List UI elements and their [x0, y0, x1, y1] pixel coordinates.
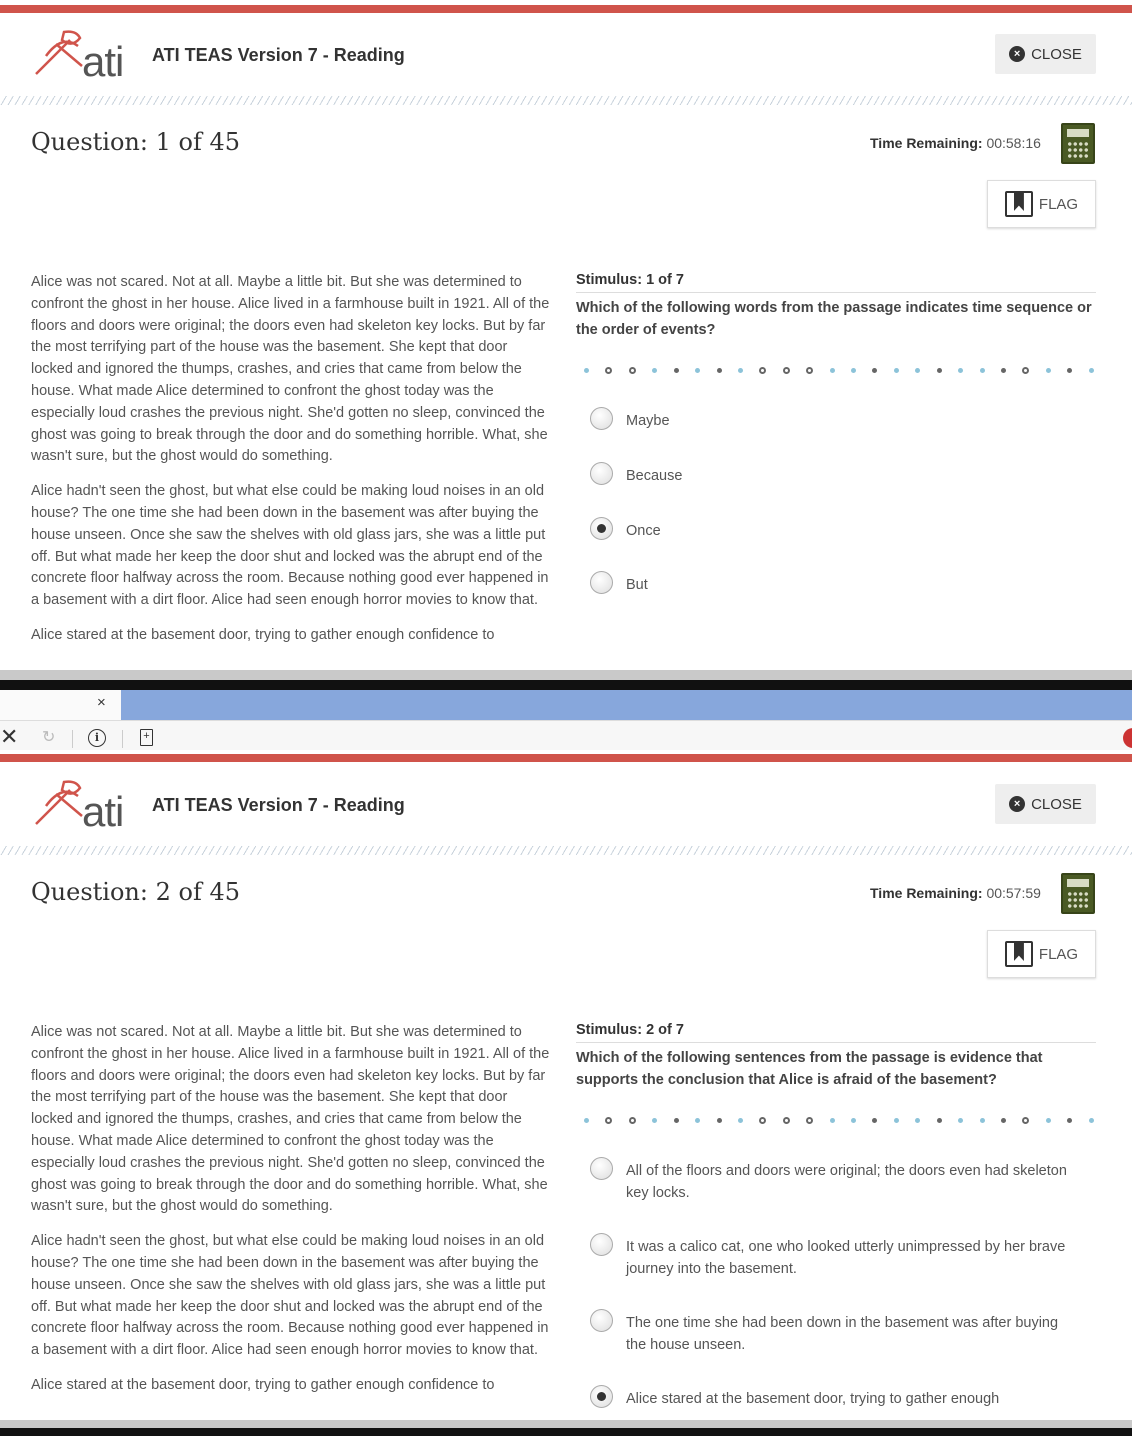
progress-dot[interactable] [605, 1117, 612, 1124]
app-title: ATI TEAS Version 7 - Reading [152, 45, 405, 65]
radio-button[interactable] [590, 1157, 613, 1180]
progress-dot[interactable] [759, 1117, 766, 1124]
progress-dot[interactable] [783, 1117, 790, 1124]
progress-dot[interactable] [937, 1118, 942, 1123]
progress-dot[interactable] [1022, 1117, 1029, 1124]
answer-option[interactable] [590, 1312, 1070, 1356]
progress-dot[interactable] [894, 368, 899, 373]
progress-dot[interactable] [1067, 368, 1072, 373]
notification-icon[interactable] [1123, 728, 1132, 748]
close-button[interactable] [995, 34, 1096, 74]
progress-dot[interactable] [584, 368, 589, 373]
page-add-icon[interactable]: + [140, 729, 153, 746]
answer-option[interactable] [590, 574, 1070, 596]
calculator-icon[interactable] [1061, 123, 1095, 164]
brand-bar [0, 754, 1132, 762]
time-remaining [870, 885, 1041, 901]
stimulus-counter: Stimulus: 2 of 7 [576, 1022, 1096, 1043]
flag-button[interactable] [987, 180, 1096, 228]
progress-dot[interactable] [937, 368, 942, 373]
answer-option[interactable] [590, 410, 1070, 432]
radio-button[interactable] [590, 462, 613, 485]
progress-dot[interactable] [738, 368, 743, 373]
progress-dots [584, 1115, 1094, 1125]
progress-dot[interactable] [872, 1118, 877, 1123]
progress-dot[interactable] [717, 1118, 722, 1123]
app-title: ATI TEAS Version 7 - Reading [152, 795, 405, 815]
progress-dot[interactable] [759, 367, 766, 374]
progress-dots [584, 365, 1094, 375]
question-number: Question: 2 of 45 [31, 878, 240, 906]
progress-dot[interactable] [1001, 1118, 1006, 1123]
tab-close-icon[interactable]: × [97, 694, 106, 711]
option-label: All of the floors and doors were original; the doors even had skeleton key locks. [626, 1163, 1067, 1201]
option-label: Alice stared at the basement door, trying to gather enough [626, 1391, 1000, 1407]
radio-button-selected[interactable] [590, 517, 613, 540]
passage-paragraph: Alice was not scared. Not at all. Maybe a little bit. But she was determined to confront the ghost in her house. Alice lived in a farmhouse built in 1921. All of the floors and doors were original; the doors even had skeleton key locks. But by far the most terrifying part of the house was the basement. She kept that door locked and ignored the thumps, crashes, and cries that came from below the house. What made Alice determined to confront the ghost today was the especially loud crashes the previous night. She'd gotten no sleep, convinced the ghost was going to break through the door and do something horrible. What, she wasn't sure, but the ghost would do something. [31, 1024, 550, 1215]
progress-dot[interactable] [980, 368, 985, 373]
passage-paragraph: Alice stared at the basement door, trying to gather enough confidence to [31, 626, 495, 643]
progress-dot[interactable] [915, 1118, 920, 1123]
option-label: But [626, 577, 648, 593]
progress-dot[interactable] [695, 1118, 700, 1123]
progress-dot[interactable] [717, 368, 722, 373]
progress-dot[interactable] [830, 368, 835, 373]
progress-dot[interactable] [652, 368, 657, 373]
option-label: Because [626, 468, 683, 484]
progress-dot[interactable] [872, 368, 877, 373]
flag-label: FLAG [1038, 195, 1079, 213]
progress-dot[interactable] [1001, 368, 1006, 373]
progress-dot[interactable] [629, 367, 636, 374]
progress-dot[interactable] [915, 368, 920, 373]
question-prompt: Which of the following words from the passage indicates time sequence or the order of events? [576, 300, 1092, 338]
header-divider [0, 846, 1132, 855]
close-label: CLOSE [1031, 795, 1082, 813]
toolbar-divider [122, 730, 123, 748]
progress-dot[interactable] [783, 367, 790, 374]
window-edge [0, 1420, 1132, 1436]
progress-dot[interactable] [629, 1117, 636, 1124]
progress-dot[interactable] [695, 368, 700, 373]
progress-dot[interactable] [851, 368, 856, 373]
option-label: It was a calico cat, one who looked utterly unimpressed by her brave journey into the basement. [626, 1239, 1066, 1277]
radio-button[interactable] [590, 571, 613, 594]
passage-paragraph: Alice hadn't seen the ghost, but what else could be making loud noises in an old house? The one time she had been down in the basement was after buying the house unseen. Once she saw the shelves with old glass jars, she was a little put off. But what made her keep the door shut and locked was the abrupt end of the concrete floor halfway across the room. Because nothing good ever happened in a basement with a dirt floor. Alice had seen enough horror movies to know that. [31, 1233, 549, 1359]
time-label: Time Remaining: [870, 885, 983, 901]
progress-dot[interactable] [958, 1118, 963, 1123]
option-label: The one time she had been down in the basement was after buying the house unseen. [626, 1315, 1059, 1353]
brand-bar [0, 5, 1132, 13]
radio-button[interactable] [590, 1309, 613, 1332]
close-button[interactable] [995, 784, 1096, 824]
answer-option[interactable] [590, 520, 1070, 542]
progress-dot[interactable] [1046, 1118, 1051, 1123]
answer-option[interactable] [590, 465, 1070, 487]
flag-label: FLAG [1038, 945, 1079, 963]
answer-option[interactable] [590, 1236, 1070, 1280]
progress-dot[interactable] [1089, 368, 1094, 373]
progress-dot[interactable] [652, 1118, 657, 1123]
stimulus-panel [576, 1022, 1096, 1092]
progress-dot[interactable] [1046, 368, 1051, 373]
question-number: Question: 1 of 45 [31, 128, 240, 156]
reading-passage [31, 1022, 551, 1410]
time-value: 00:58:16 [986, 135, 1041, 151]
progress-dot[interactable] [738, 1118, 743, 1123]
reading-passage [31, 272, 551, 660]
progress-dot[interactable] [894, 1118, 899, 1123]
quiz-screen-1 [0, 0, 1132, 670]
browser-toolbar [0, 720, 1132, 754]
answer-option[interactable] [590, 1388, 1070, 1410]
bookmark-flag-icon [1005, 191, 1033, 217]
progress-dot[interactable] [958, 368, 963, 373]
time-remaining [870, 135, 1041, 151]
toolbar-divider [72, 730, 73, 748]
time-value: 00:57:59 [986, 885, 1041, 901]
reload-icon[interactable]: ↻ [42, 729, 56, 746]
progress-dot[interactable] [806, 1117, 813, 1124]
logo-text: ati [82, 38, 124, 85]
header-divider [0, 96, 1132, 105]
answer-option[interactable] [590, 1160, 1070, 1204]
passage-paragraph: Alice hadn't seen the ghost, but what else could be making loud noises in an old house? The one time she had been down in the basement was after buying the house unseen. Once she saw the shelves with old glass jars, she was a little put off. But what made her keep the door shut and locked was the abrupt end of the concrete floor halfway across the room. Because nothing good ever happened in a basement with a dirt floor. Alice had seen enough horror movies to know that. [31, 483, 549, 609]
flag-button[interactable] [987, 930, 1096, 978]
stop-icon[interactable]: ✕ [0, 724, 19, 749]
passage-paragraph: Alice was not scared. Not at all. Maybe a little bit. But she was determined to confront the ghost in her house. Alice lived in a farmhouse built in 1921. All of the floors and doors were original; the doors even had skeleton key locks. But by far the most terrifying part of the house was the basement. She kept that door locked and ignored the thumps, crashes, and cries that came from below the house. What made Alice determined to confront the ghost today was the especially loud crashes the previous night. She'd gotten no sleep, convinced the ghost was going to break through the door and do something horrible. What, she wasn't sure, but the ghost would do something. [31, 274, 550, 465]
option-label: Maybe [626, 413, 670, 429]
stimulus-counter: Stimulus: 1 of 7 [576, 272, 1096, 293]
progress-dot[interactable] [851, 1118, 856, 1123]
progress-dot[interactable] [1067, 1118, 1072, 1123]
progress-dot[interactable] [806, 367, 813, 374]
quiz-screen-2 [0, 750, 1132, 1420]
progress-dot[interactable] [1022, 367, 1029, 374]
time-label: Time Remaining: [870, 135, 983, 151]
tab-bar [0, 690, 1132, 720]
question-prompt: Which of the following sentences from the passage is evidence that supports the conclusion that Alice is afraid of the basement? [576, 1050, 1043, 1088]
window-edge [0, 670, 1132, 690]
progress-dot[interactable] [674, 1118, 679, 1123]
logo-text: ati [82, 788, 124, 835]
close-label: CLOSE [1031, 45, 1082, 63]
progress-dot[interactable] [605, 367, 612, 374]
calculator-icon[interactable] [1061, 873, 1095, 914]
progress-dot[interactable] [1089, 1118, 1094, 1123]
bookmark-flag-icon [1005, 941, 1033, 967]
progress-dot[interactable] [980, 1118, 985, 1123]
ati-logo [32, 26, 142, 86]
progress-dot[interactable] [584, 1118, 589, 1123]
radio-button[interactable] [590, 407, 613, 430]
stimulus-panel [576, 272, 1096, 342]
close-circle-icon: × [1009, 46, 1025, 62]
tab-strip [121, 690, 1132, 720]
option-label: Once [626, 523, 661, 539]
browser-tab[interactable] [0, 690, 121, 720]
progress-dot[interactable] [674, 368, 679, 373]
progress-dot[interactable] [830, 1118, 835, 1123]
info-icon[interactable]: i [88, 729, 106, 747]
radio-button-selected[interactable] [590, 1385, 613, 1408]
close-circle-icon: × [1009, 796, 1025, 812]
radio-button[interactable] [590, 1233, 613, 1256]
passage-paragraph: Alice stared at the basement door, trying to gather enough confidence to [31, 1376, 495, 1393]
ati-logo [32, 776, 142, 836]
